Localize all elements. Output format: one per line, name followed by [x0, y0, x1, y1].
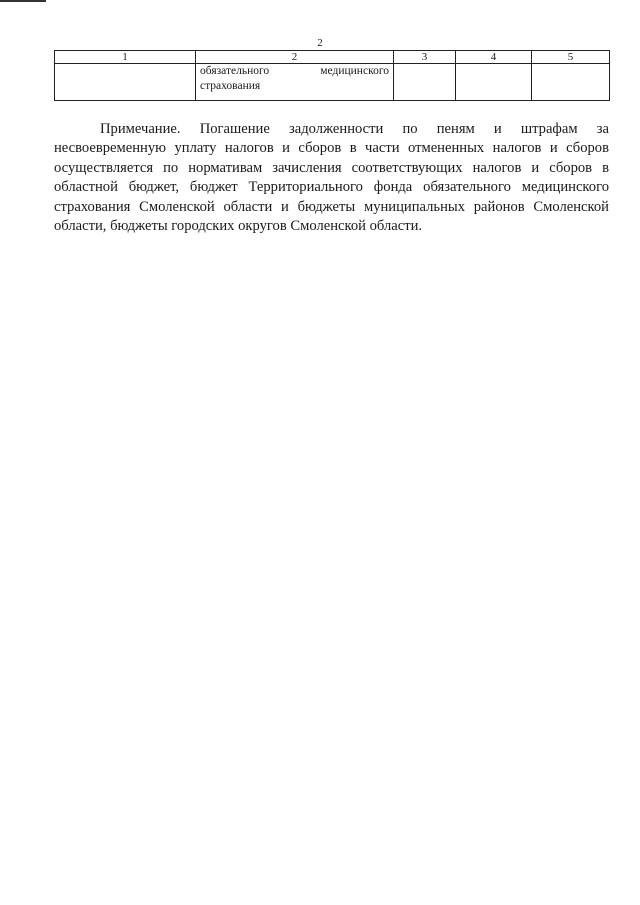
table-cell-3: [394, 64, 456, 101]
table-header-cell-4: 4: [456, 51, 532, 64]
table-cell-2-line-2: страхования: [200, 80, 261, 92]
table-header-cell-3: 3: [394, 51, 456, 64]
table-cell-2-line-1: обязательного медицинского: [200, 65, 389, 77]
table-header-cell-1: 1: [55, 51, 196, 64]
table-row: [55, 64, 610, 101]
note-paragraph: Примечание. Погашение задолженности по пеням и штрафам за несвоевременную уплату налогов и сборов в части отмененных налогов и сборов осуществляется по нормативам зачисления соответствующих налогов и сборов в областной бюджет, бюджет Территориального фонда обязательного медицинского страхования Смоленской области и бюджеты муниципальных районов Смоленской области, бюджеты городских округов Смоленской области.: [54, 121, 609, 235]
page-number: 2: [317, 37, 323, 49]
table-cell-2: [196, 64, 394, 101]
table-header-cell-5: 5: [532, 51, 610, 64]
table-header-cell-2: 2: [196, 51, 394, 64]
table-cell-1: [55, 64, 196, 101]
table-header-row: [55, 51, 610, 64]
table-cell-4: [456, 64, 532, 101]
scan-edge-mark: [0, 0, 46, 2]
table-cell-5: [532, 64, 610, 101]
document-table: [54, 50, 610, 101]
